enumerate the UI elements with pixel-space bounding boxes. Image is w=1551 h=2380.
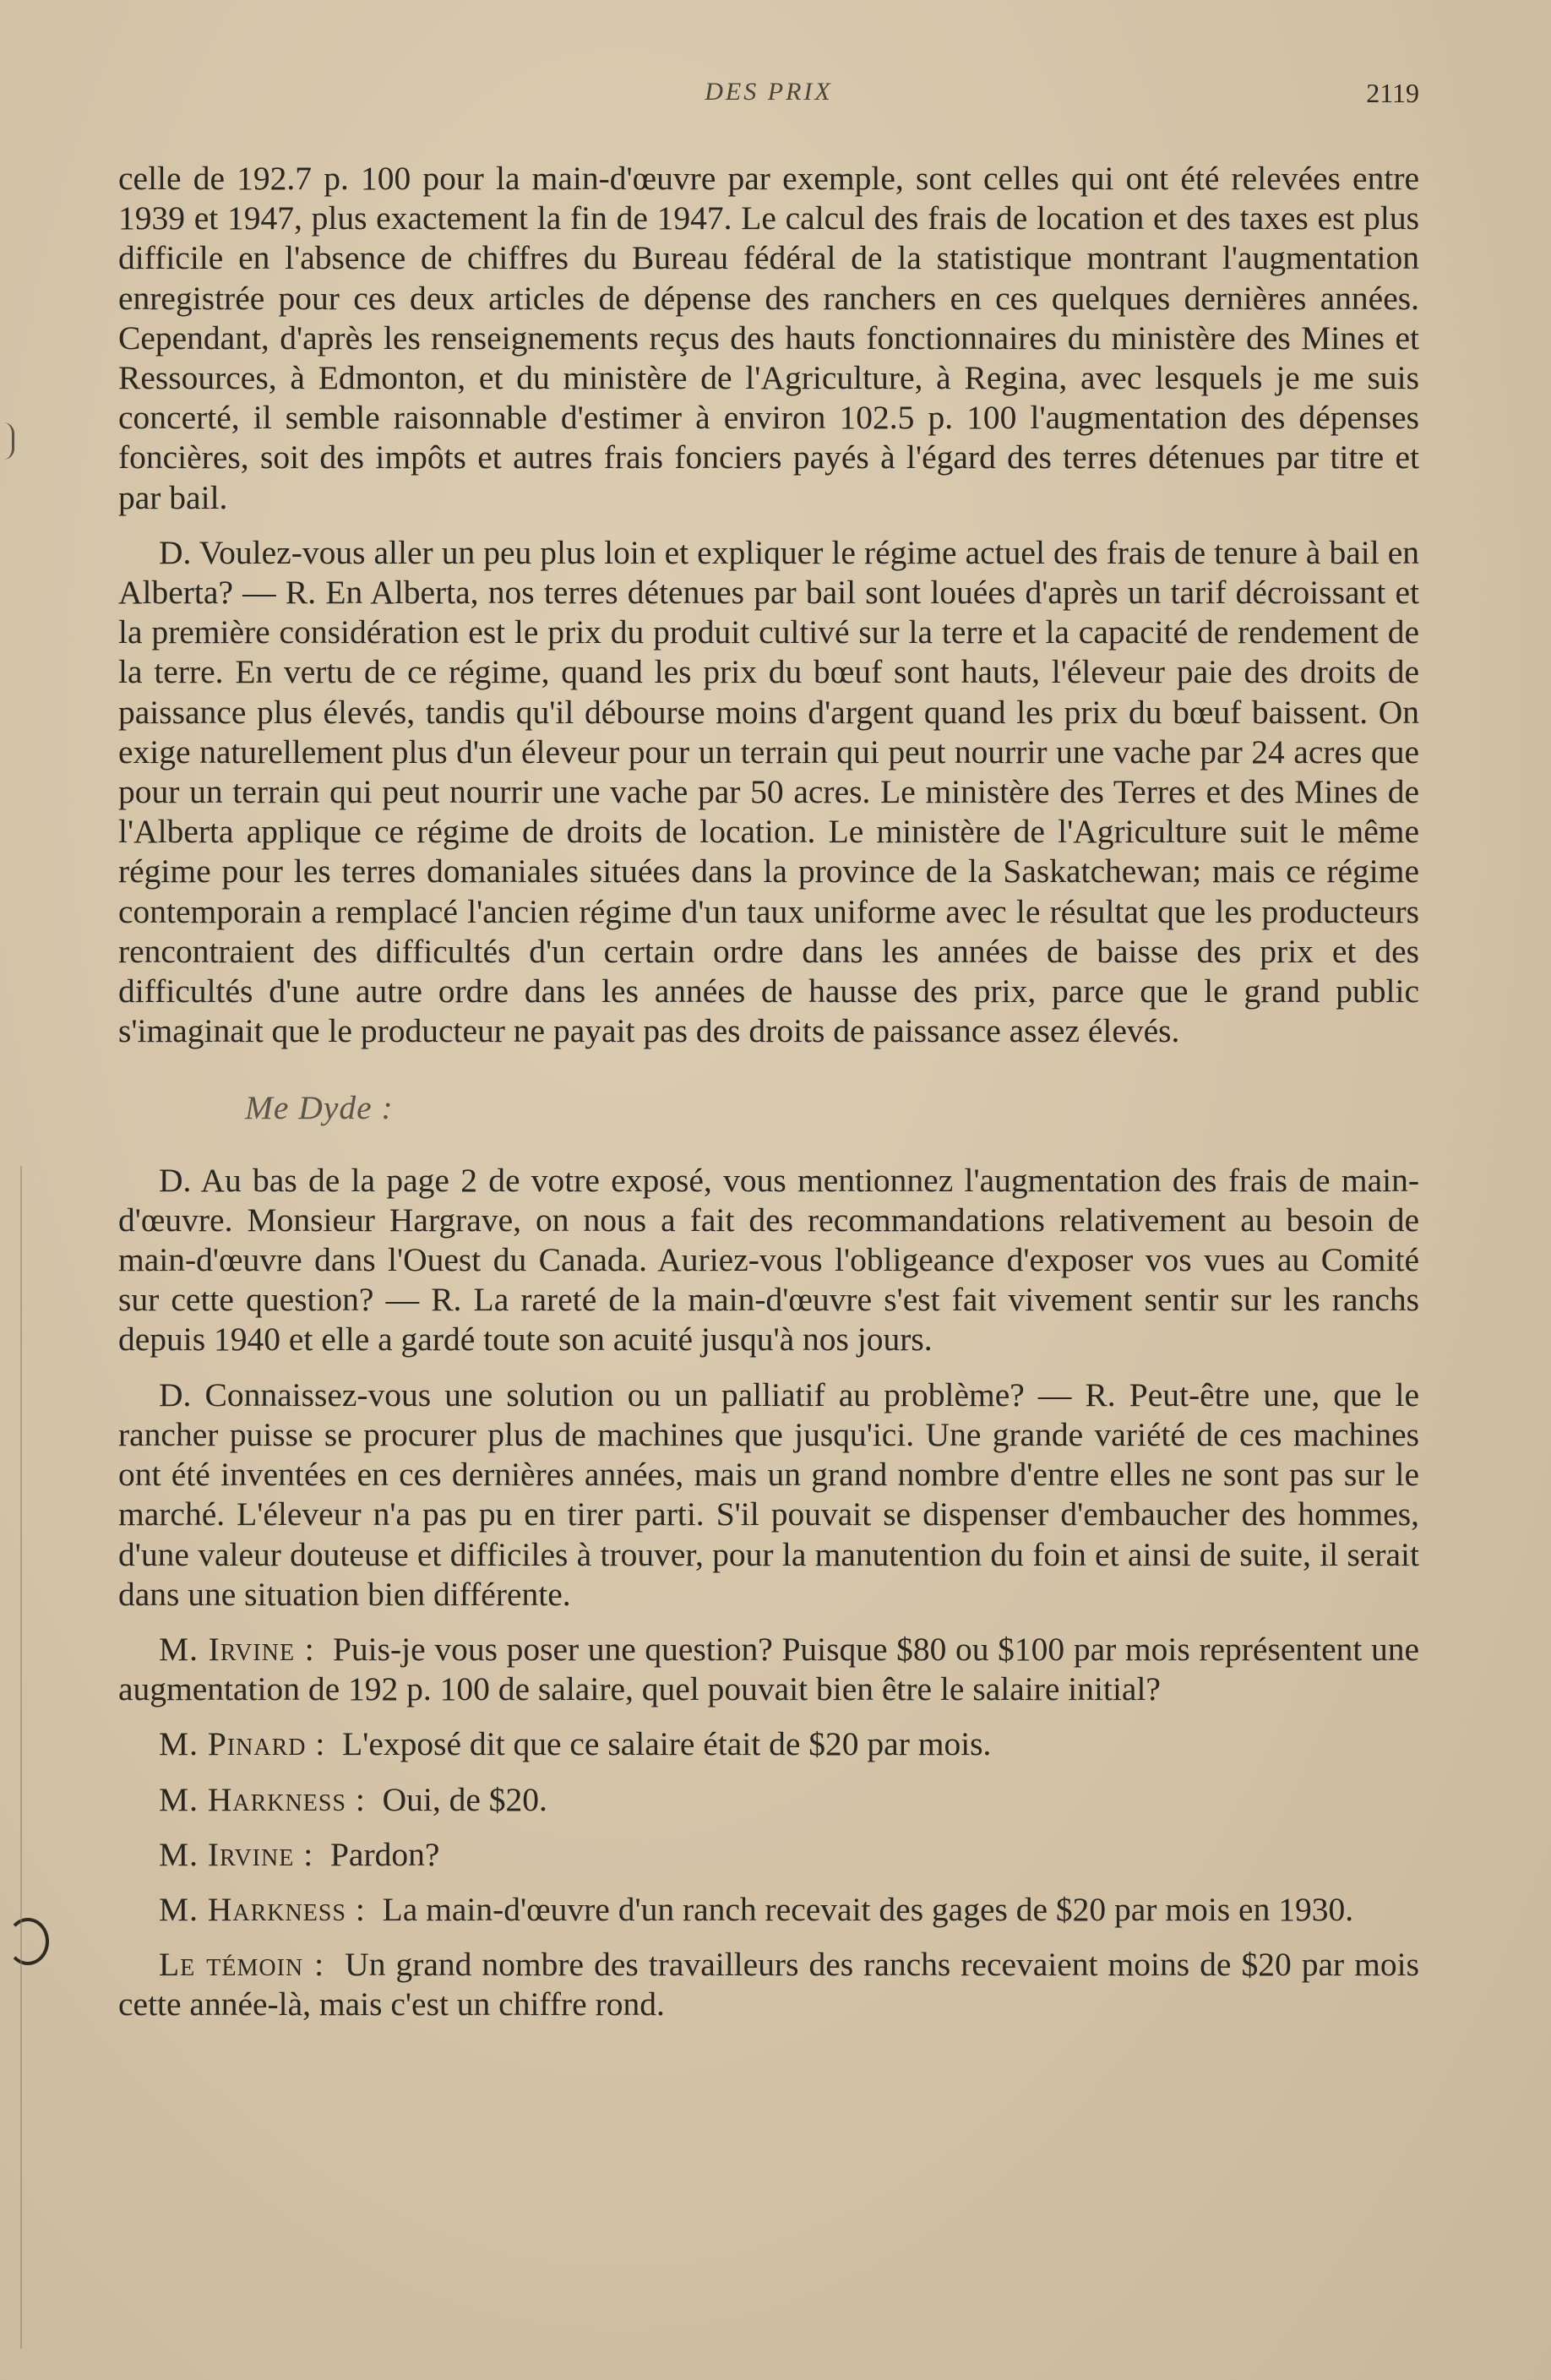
paragraph-alberta-lease-question: D. Voulez-vous aller un peu plus loin et expliquer le régime actuel des frais de tenure à bail en Alberta? — R. En Alberta, nos terres détenues par bail sont louées d'après un tarif décroissant et la première considération est le prix du produit cultivé sur la terre et la capacité de rendement de la terre. En vertu de ce régime, quand les prix du bœuf sont hauts, l'éleveur paie des droits de paissance plus élevés, tandis qu'il débourse moins d'argent quand les prix du bœuf baissent. On exige naturellement plus d'un éleveur pour un terrain qui peut nourrir une vache par 24 acres que pour un terrain qui peut nourrir une vache par 50 acres. Le ministère des Terres et des Mines de l'Alberta applique ce régime de droits de location. Le ministère de l'Agriculture suit le même régime pour les terres domaniales situées dans la province de la Saskatchewan; mais ce régime contemporain a remplacé l'ancien régime d'un taux uniforme avec le résultat que les producteurs rencontraient des difficultés d'un certain ordre dans les années de baisse des prix et des difficultés d'une autre ordre dans les années de hausse des prix, parce que le grand public s'imaginait que le producteur ne payait pas des droits de paissance assez élevés.	[118, 533, 1419, 1050]
paragraph-solution-question: D. Connaissez-vous une solution ou un palliatif au problème? — R. Peut-être une, que le rancher puisse se procurer plus de machines que jusqu'ici. Une grande variété de ces machines ont été inventées en ces dernières années, mais un grand nombre d'entre elles ne sont pas sur le marché. L'éleveur n'a pas pu en tirer parti. S'il pouvait se dispenser d'embaucher des hommes, d'une valeur douteuse et difficiles à trouver, pour la manutention du foin et ainsi de suite, il serait dans une situation bien différente.	[118, 1375, 1419, 1613]
speaker-name: M. Irvine :	[159, 1835, 314, 1873]
speaker-name: M. Irvine :	[159, 1630, 315, 1668]
dialogue-text: La main-d'œuvre d'un ranch recevait des gages de $20 par mois en 1930.	[382, 1890, 1354, 1928]
speaker-name: M. Harkness :	[159, 1890, 366, 1928]
binding-ring-mark	[7, 1918, 49, 1965]
speaker-heading: Me Dyde :	[245, 1089, 394, 1127]
speaker-name: M. Harkness :	[159, 1780, 366, 1818]
dialogue-text: Pardon?	[329, 1835, 440, 1873]
dialogue-text: L'exposé dit que ce salaire était de $20 par mois.	[342, 1725, 992, 1763]
running-title: DES PRIX	[705, 78, 833, 106]
dialogue-line	[118, 1945, 1419, 2024]
dialogue-line	[118, 1890, 1419, 1930]
dialogue-text: Puis-je vous poser une question? Puisque $80 ou $100 par mois représentent une augmentation de 192 p. 100 de salaire, quel pouvait bien être le salaire initial?	[118, 1630, 1419, 1708]
page-number: 2119	[1366, 78, 1419, 108]
page-edge-shadow	[20, 1166, 22, 2349]
dialogue-text: Oui, de $20.	[382, 1780, 547, 1818]
speaker-name: M. Pinard :	[159, 1725, 326, 1763]
page-header	[118, 78, 1419, 128]
dialogue-line	[118, 1780, 1419, 1820]
dialogue-line	[118, 1630, 1419, 1709]
dialogue-line	[118, 1835, 1419, 1875]
paragraph-labour-question: D. Au bas de la page 2 de votre exposé, vous mentionnez l'augmentation des frais de main-d'œuvre. Monsieur Hargrave, on nous a fait des recommandations relativement au besoin de main-d'œuvre dans l'Ouest du Canada. Auriez-vous l'obligeance d'exposer vos vues au Comité sur cette question? — R. La rareté de la main-d'œuvre s'est fait vivement sentir sur les ranchs depuis 1940 et elle a gardé toute son acuité jusqu'à nos jours.	[118, 1161, 1419, 1359]
dialogue-line	[118, 1724, 1419, 1764]
margin-bracket-mark	[3, 422, 14, 460]
body-text	[118, 159, 1419, 2040]
dialogue-text: Un grand nombre des travailleurs des ranchs recevaient moins de $20 par mois cette année-là, mais c'est un chiffre rond.	[118, 1946, 1419, 2023]
speaker-name: Le témoin :	[159, 1946, 325, 1984]
paragraph-cost-estimate: celle de 192.7 p. 100 pour la main-d'œuvre par exemple, sont celles qui ont été relevées entre 1939 et 1947, plus exactement la fin de 1947. Le calcul des frais de location et des taxes est plus difficile en l'absence de chiffres du Bureau fédéral de la statistique montrant l'augmentation enregistrée pour ces deux articles de dépense des ranchers en ces quelques dernières années. Cependant, d'après les renseignements reçus des hauts fonctionnaires du ministère des Mines et Ressources, à Edmonton, et du ministère de l'Agriculture, à Regina, avec lesquels je me suis concerté, il semble raisonnable d'estimer à environ 102.5 p. 100 l'augmentation des dépenses foncières, soit des impôts et autres frais fonciers payés à l'égard des terres détenues par titre et par bail.	[118, 160, 1419, 516]
